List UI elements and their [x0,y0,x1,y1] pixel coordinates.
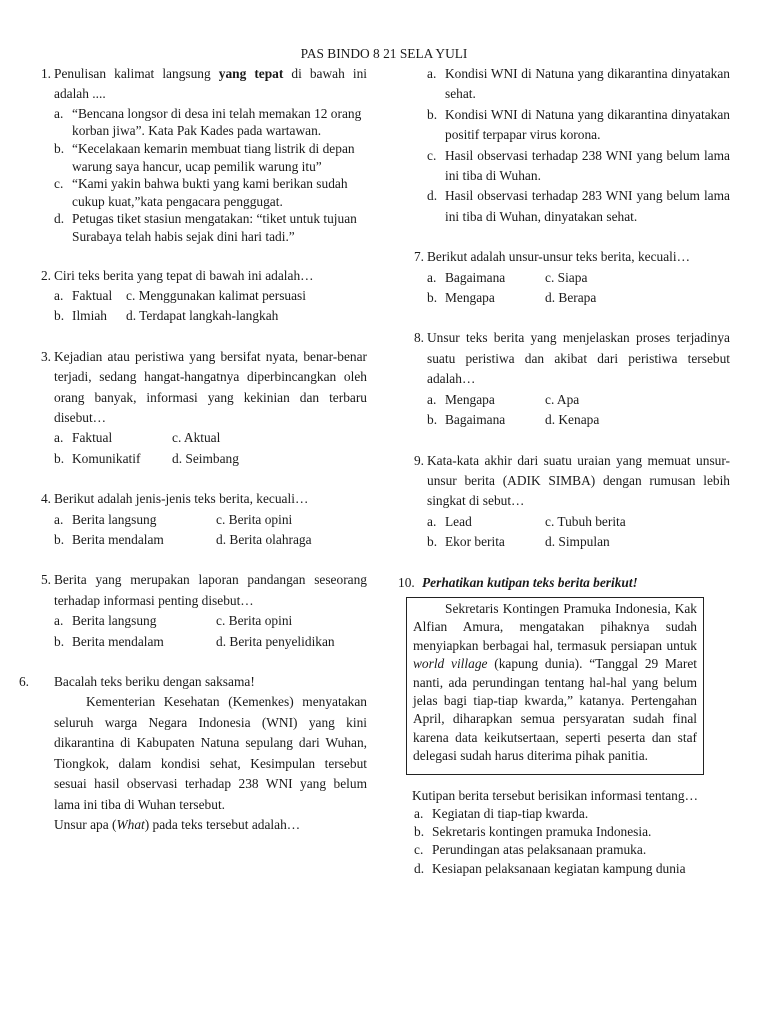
question-text: Kata-kata akhir dari suatu uraian yang memuat unsur-unsur berita (ADIK SIMBA) dengan rumusan lebih singkat di sebut… [427,452,730,509]
option-row [54,530,367,550]
option-row [54,611,367,631]
option-b: b. Sekretaris kontingen pramuka Indonesia. [414,824,652,839]
option-d: d. Berita penyelidikan [216,633,335,649]
option-a: a. Berita langsung [54,613,157,629]
option-d: d. Berita olahraga [216,532,312,548]
news-excerpt-box [406,597,704,775]
option-row [427,390,730,410]
question-number: 1. [40,66,51,81]
option-c: c. Menggunakan kalimat persuasi [126,287,306,303]
question-6 [18,672,367,835]
question-number: 9. [413,452,424,468]
option-row [427,288,730,308]
question-9 [398,451,730,553]
option-d: d. Kesiapan pelaksanaan kegiatan kampung dunia [414,860,686,876]
option-a: a. Berita langsung [54,511,157,527]
option-c: c. Tubuh berita [545,513,626,529]
news-passage: Kementerian Kesehatan (Kemenkes) menyatakan seluruh warga Negara Indonesia (WNI) yang kini dikarantina di Kabupaten Natuna sepulang dari Wuhan, Tiongkok, dalam kondisi sehat, Kesimpulan tersebut sesuai hasil observasi terhadap 238 WNI yang belum lama ini tiba di Wuhan tersebut. [54,694,367,812]
question-1 [25,64,367,246]
left-column [18,64,367,835]
question-text: Berikut adalah unsur-unsur teks berita, kecuali… [427,249,691,265]
option-c: c. Apa [545,391,580,407]
option-d: d. Simpulan [545,534,610,550]
option-d: d. Seimbang [172,450,239,466]
option-a: a. Faktual [54,430,113,446]
question-instruction: Perhatikan kutipan teks berita berikut! [422,574,638,590]
question-number: 7. [413,249,424,265]
question-text: Berita yang merupakan laporan pandangan seseorang terhadap informasi penting disebut… [54,572,367,608]
question-intro: Bacalah teks beriku dengan saksama! [54,674,255,690]
option-c: c. Berita opini [216,511,293,527]
question-text: Ciri teks berita yang tepat di bawah ini adalah… [54,267,314,283]
option-b: b. Kondisi WNI di Natuna yang dikarantina dinyatakan positif terpapar virus korona. [427,106,730,143]
option-row [427,268,730,288]
option-b: b. Bagaimana [427,412,506,428]
question-text: Berikut adalah jenis-jenis teks berita, kecuali… [54,491,309,507]
question-number: 4. [40,491,51,507]
option-a: a. Kondisi WNI di Natuna yang dikarantina dinyatakan sehat. [427,66,730,102]
option-a: a. Kegiatan di tiap-tiap kwarda. [414,805,589,821]
option-row [427,512,730,532]
option-a: a. Bagaimana [427,269,506,285]
question-number: 3. [40,348,51,364]
option-b: b. Berita mendalam [54,532,164,548]
question-6-options [398,64,730,227]
option-d: d. Terdapat langkah-langkah [126,308,279,324]
option-d: d. Petugas tiket stasiun mengatakan: “tiket untuk tujuan Surabaya telah habis sejak dini hari tadi.” [54,211,357,244]
question-text: Kutipan berita tersebut berisikan informasi tentang… [412,787,698,803]
question-number: 6. [18,674,29,690]
option-c: c. Hasil observasi terhadap 238 WNI yang belum lama ini tiba di Wuhan. [427,147,730,184]
option-row [54,632,367,652]
option-b: b. Ilmiah [54,308,107,324]
option-d: d. Hasil observasi terhadap 283 WNI yang belum lama ini tiba di Wuhan, dinyatakan sehat. [427,188,730,224]
option-b: b. Mengapa [427,290,495,306]
news-excerpt: Sekretaris Kontingen Pramuka Indonesia, Kak Alfian Amura, mengatakan pihaknya sudah menyiapkan berbagai hal, termasuk persiapan untuk world village (kapung dunia). “Tanggal 29 Maret nanti, ada perundingan tentang hal-hal yang belum jelas bagi tiap-tiap kwarda,” katanya. Pertengahan April, diharapkan semua persyaratan sudah final karena data keikutsertaan, seperti peserta dan staf delegasi sudah harus diterima pihak panitia. [413,600,697,764]
page-title: PAS BINDO 8 21 SELA YULI [300,46,468,61]
option-c: c. Siapa [545,269,588,285]
question-7 [398,247,730,308]
question-text: Unsur teks berita yang menjelaskan proses terjadinya suatu peristiwa dan akibat dari peristiwa tersebut adalah… [427,330,730,387]
option-c: c. Berita opini [216,613,293,629]
question-10 [398,573,730,879]
question-number: 8. [413,330,424,346]
option-row [427,532,730,552]
option-c: c. Perundingan atas pelaksanaan pramuka. [414,842,647,858]
option-b: b. Berita mendalam [54,633,164,649]
question-text: Kejadian atau peristiwa yang bersifat nyata, benar-benar terjadi, sedang hangat-hangatnya diperbincangkan oleh orang banyak, informasi yang kekinian dan terbaru disebut… [54,348,367,425]
right-column [398,64,730,878]
option-row [54,428,367,448]
option-a: a. “Bencana longsor di desa ini telah memakan 12 orang korban jiwa”. Kata Pak Kades pada wartawan. [54,105,362,139]
question-text: Penulisan kalimat langsung yang tepat di bawah ini adalah .... [54,66,367,102]
option-b: b. Komunikatif [54,450,141,466]
option-row [54,306,367,326]
option-row [427,410,730,430]
question-4 [25,489,367,550]
option-a: a. Lead [427,513,472,529]
option-b: b. “Kecelakaan kemarin membuat tiang listrik di depan warung saya hancur, ucap pemilik warung itu” [54,141,355,174]
question-number: 2. [40,267,51,283]
option-row [54,286,367,306]
question-number: 10. [398,574,415,590]
option-row [54,510,367,530]
option-c: c. Aktual [172,430,221,446]
option-b: b. Ekor berita [427,534,505,550]
option-a: a. Mengapa [427,391,495,407]
option-d: d. Kenapa [545,412,600,428]
question-5 [25,570,367,652]
option-c: c. “Kami yakin bahwa bukti yang kami berikan sudah cukup kuat,”kata pengacara penggugat. [54,176,348,209]
option-row [54,449,367,469]
question-2 [25,266,367,327]
question-8 [398,328,730,430]
question-number: 5. [40,572,51,588]
question-3 [25,347,367,469]
question-text: Unsur apa (What) pada teks tersebut adalah… [54,816,301,832]
option-d: d. Berapa [545,290,597,306]
option-a: a. Faktual [54,287,113,303]
